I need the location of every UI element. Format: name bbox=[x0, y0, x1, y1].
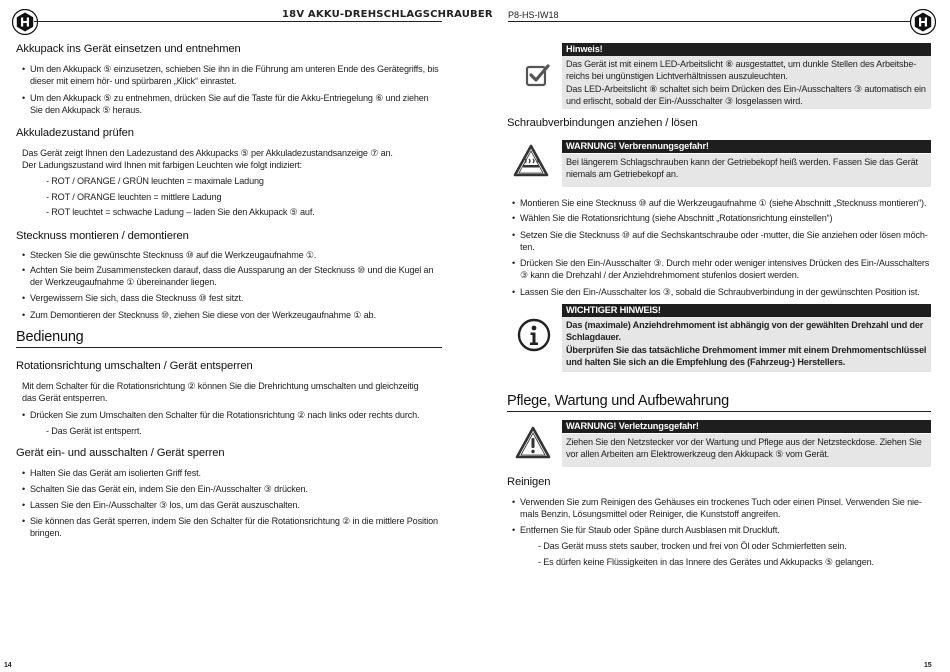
section-title-bedienung: Bedienung bbox=[16, 329, 84, 345]
section-title-pflege: Pflege, Wartung und Aufbewahrung bbox=[507, 393, 729, 409]
paragraph: Der Ladungszustand wird Ihnen mit farbigen Leuchten wie folgt indiziert: bbox=[22, 160, 302, 170]
list-item: • Achten Sie beim Zusammenstecken darauf, dass die Aussparung an der Stecknuss ⑩ und die Kugel an der Werkzeugaufnahme ① übereinander liegen. bbox=[22, 265, 434, 288]
list-item: • Stecken Sie die gewünschte Stecknuss ⑩ auf die Werkzeugaufnahme ①. bbox=[22, 250, 317, 260]
important-hint-label: WICHTIGER HINWEIS! bbox=[562, 304, 931, 317]
list-item: • Lassen Sie den Ein-/Ausschalter ③ los, um das Gerät auszuschalten. bbox=[22, 500, 300, 510]
warning-injury-box: Ziehen Sie den Netzstecker vor der Wartung und Pflege aus der Netzsteckdose. Ziehen Sie vor allen Arbeiten am Elektrowerkzeug den Akkupack ⑤ vom Gerät. bbox=[562, 434, 931, 467]
heading-schraubverbindungen: Schraubverbindungen anziehen / lösen bbox=[507, 117, 698, 129]
hint-label: Hinweis! bbox=[562, 43, 931, 56]
left-page bbox=[0, 0, 475, 670]
list-item: • Sie können das Gerät sperren, indem Sie den Schalter für die Rotationsrichtung ② in die mittlere Position bringen. bbox=[22, 516, 438, 539]
checkbox-check-icon bbox=[525, 62, 551, 88]
heading-stecknuss: Stecknuss montieren / demontieren bbox=[16, 230, 189, 242]
hint-box: Das Gerät ist mit einem LED-Arbeitslicht ⑧ ausgestattet, um dunkle Stellen des Arbeitsbe- reichs bei ungünstigen Lichtverhältnissen auszuleuchten. Das LED-Arbeitslicht ⑧ schaltet sich beim Drücken des Ein-/Ausschalters ③ automatisch ein und erlischt, sobald der Ein-/Ausschalter ③ losgelassen wird. bbox=[562, 56, 931, 109]
header-model: P8-HS-IW18 bbox=[508, 10, 559, 20]
list-item: - Das Gerät ist entsperrt. bbox=[46, 426, 142, 436]
list-item: - Das Gerät muss stets sauber, trocken und frei von Öl oder Schmierfetten sein. bbox=[538, 541, 847, 551]
list-item: - ROT / ORANGE / GRÜN leuchten = maximale Ladung bbox=[46, 176, 264, 186]
hot-surface-warning-icon bbox=[513, 144, 549, 178]
paragraph: Mit dem Schalter für die Rotationsrichtung ② können Sie die Drehrichtung umschalten und gleichzeitig das Gerät entsperren. bbox=[22, 381, 419, 404]
list-item: - Es dürfen keine Flüssigkeiten in das Innere des Gerätes und Akkupacks ⑤ gelangen. bbox=[538, 557, 874, 567]
list-item: • Wählen Sie die Rotationsrichtung (siehe Abschnitt „Rotationsrichtung einstellen“) bbox=[512, 213, 833, 223]
list-item: • Um den Akkupack ⑤ einzusetzen, schieben Sie ihn in die Führung am unteren Ende des Gerätegriffs, bis dieser mit einem hör- und spürbaren „Klick“ einrastet. bbox=[22, 64, 439, 87]
heading-rotationsrichtung: Rotationsrichtung umschalten / Gerät entsperren bbox=[16, 360, 253, 372]
list-item: • Drücken Sie zum Umschalten den Schalter für die Rotationsrichtung ② nach links oder rechts durch. bbox=[22, 410, 420, 420]
page-number-left: 14 bbox=[4, 662, 12, 669]
list-item: • Montieren Sie eine Stecknuss ⑩ auf die Werkzeugaufnahme ① (siehe Abschnitt „Stecknuss montieren“). bbox=[512, 198, 927, 208]
list-item: • Verwenden Sie zum Reinigen des Gehäuses ein trockenes Tuch oder einen Pinsel. Verwenden Sie nie- mals Benzin, Lösungsmittel oder Reiniger, die Kunststoff angreifen. bbox=[512, 497, 922, 520]
list-item: • Drücken Sie den Ein-/Ausschalter ③. Durch mehr oder weniger intensives Drücken des Ein-/Ausschalters ③ kann die Drehzahl / der Anziehdrehmoment stufenlos dosiert werden. bbox=[512, 258, 930, 281]
list-item: - ROT leuchtet = schwache Ladung – laden Sie den Akkupack ⑤ auf. bbox=[46, 207, 315, 217]
list-item: • Entfernen Sie für Staub oder Späne durch Ausblasen mit Druckluft. bbox=[512, 525, 780, 535]
list-item: - ROT / ORANGE leuchten = mittlere Ladung bbox=[46, 192, 222, 202]
warning-burn-label: WARNUNG! Verbrennungsgefahr! bbox=[562, 140, 931, 153]
exclamation-warning-icon bbox=[515, 426, 551, 460]
header-title: 18V AKKU-DREHSCHLAGSCHRAUBER bbox=[282, 9, 493, 20]
list-item: • Halten Sie das Gerät am isolierten Griff fest. bbox=[22, 468, 201, 478]
paragraph: Das Gerät zeigt Ihnen den Ladezustand des Akkupacks ⑤ per Akkuladezustandsanzeige ⑦ an. bbox=[22, 148, 393, 158]
heading-reinigen: Reinigen bbox=[507, 476, 551, 488]
list-item: • Schalten Sie das Gerät ein, indem Sie den Ein-/Ausschalter ③ drücken. bbox=[22, 484, 308, 494]
list-item: • Zum Demontieren der Stecknuss ⑩, ziehen Sie diese von der Werkzeugaufnahme ① ab. bbox=[22, 310, 376, 320]
list-item: • Um den Akkupack ⑤ zu entnehmen, drücken Sie auf die Taste für die Akku-Entriegelung ⑥ und ziehen Sie den Akkupack ⑤ heraus. bbox=[22, 93, 429, 116]
warning-burn-box: Bei längerem Schlagschrauben kann der Getriebekopf heiß werden. Fassen Sie das Gerät niemals am Getriebekopf an. bbox=[562, 154, 931, 187]
heading-geraet-ein-aus: Gerät ein- und ausschalten / Gerät sperren bbox=[16, 447, 225, 459]
warning-injury-label: WARNUNG! Verletzungsgefahr! bbox=[562, 420, 931, 433]
page-number-right: 15 bbox=[924, 662, 932, 669]
heading-akkuladezustand: Akkuladezustand prüfen bbox=[16, 127, 134, 139]
important-hint-box: Das (maximale) Anziehdrehmoment ist abhängig von der gewählten Drehzahl und der Schlagdauer. Überprüfen Sie das tatsächliche Drehmoment immer mit einem Drehmomentschlüssel und halten Sie sich an die Empfehlung des (Fahrzeug-) Herstellers. bbox=[562, 317, 931, 372]
right-page bbox=[475, 0, 950, 670]
info-circle-icon bbox=[517, 318, 551, 352]
list-item: • Vergewissern Sie sich, dass die Stecknuss ⑩ fest sitzt. bbox=[22, 293, 244, 303]
heading-akkupack-einsetzen: Akkupack ins Gerät einsetzen und entnehmen bbox=[16, 43, 241, 55]
list-item: • Setzen Sie die Stecknuss ⑩ auf die Sechskantschraube oder -mutter, die Sie anziehen oder lösen möch- ten. bbox=[512, 230, 928, 253]
list-item: • Lassen Sie den Ein-/Ausschalter los ③, sobald die Schraubverbindung in der gewünschten Position ist. bbox=[512, 287, 920, 297]
